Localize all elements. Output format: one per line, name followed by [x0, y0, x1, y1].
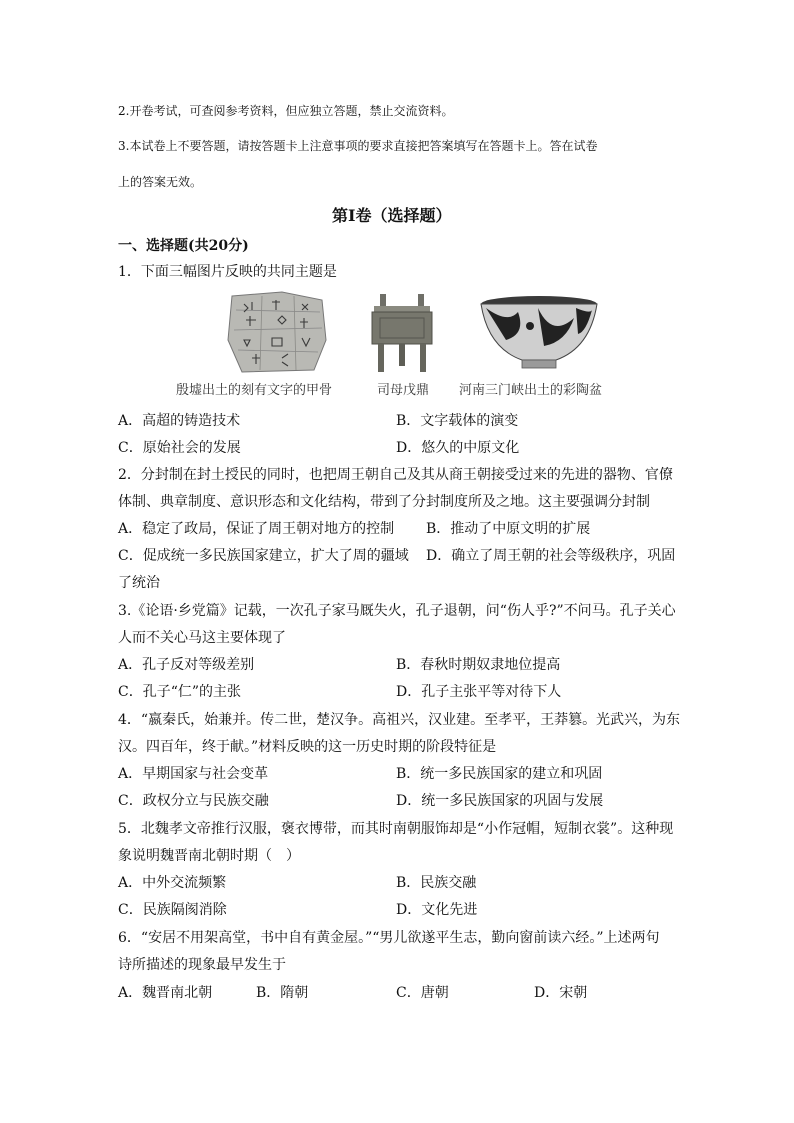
- q3-option-d[interactable]: D．孔子主张平等对待下人: [396, 684, 562, 700]
- q4-option-c[interactable]: C．政权分立与民族交融: [118, 793, 269, 809]
- q4-option-b[interactable]: B．统一多民族国家的建立和巩固: [396, 766, 603, 782]
- bronze-ding-image: [366, 292, 438, 374]
- q1-option-b[interactable]: B．文字载体的演变: [396, 413, 519, 429]
- q3-stem-line-2: 人而不关心马这主要体现了: [118, 630, 286, 646]
- oracle-bone-image: [222, 290, 332, 374]
- q4-option-a[interactable]: A．早期国家与社会变革: [118, 766, 269, 782]
- note-3-line-1: 3.本试卷上不要答题，请按答题卡上注意事项的要求直接把答案填写在答题卡上。答在试卷: [118, 139, 598, 153]
- q2-option-b[interactable]: B．推动了中原文明的扩展: [426, 521, 591, 537]
- figure-caption-ding: 司母戊鼎: [377, 383, 430, 398]
- q3-option-c[interactable]: C．孔子“仁”的主张: [118, 684, 242, 700]
- q1-option-c[interactable]: C．原始社会的发展: [118, 440, 241, 456]
- q6-option-c[interactable]: C．唐朝: [396, 985, 449, 1001]
- q5-option-c[interactable]: C．民族隔阂消除: [118, 902, 227, 918]
- note-2: 2.开卷考试，可查阅参考资料，但应独立答题，禁止交流资料。: [118, 104, 454, 118]
- q2-stem-line-1: 2．分封制在封土授民的同时，也把周王朝自己及其从商王朝接受过来的先进的器物、官僚: [118, 467, 673, 483]
- q6-stem-line-2: 诗所描述的现象最早发生于: [118, 957, 286, 973]
- q2-option-a[interactable]: A．稳定了政局，保证了周王朝对地方的控制: [118, 521, 395, 537]
- q1-option-a[interactable]: A．高超的铸造技术: [118, 413, 241, 429]
- figure-caption-oracle-bone: 殷墟出土的刻有文字的甲骨: [176, 383, 333, 398]
- q5-option-b[interactable]: B．民族交融: [396, 875, 477, 891]
- q5-option-a[interactable]: A．中外交流频繁: [118, 875, 227, 891]
- q2-option-d-continued: 了统治: [118, 575, 160, 591]
- note-3-line-2: 上的答案无效。: [118, 175, 203, 189]
- q4-option-d[interactable]: D．统一多民族国家的巩固与发展: [396, 793, 604, 809]
- q6-stem-line-1: 6．“安居不用架高堂，书中自有黄金屋。”“男儿欲遂平生志，勤向窗前读六经。”上述两句: [118, 930, 660, 946]
- q4-stem-line-2: 汉。四百年，终于献。”材料反映的这一历史时期的阶段特征是: [118, 739, 497, 755]
- section-title: 一、选择题(共20分): [118, 238, 249, 254]
- q6-option-d[interactable]: D．宋朝: [534, 985, 588, 1001]
- q4-stem-line-1: 4．“嬴秦氏，始兼并。传二世，楚汉争。高祖兴，汉业建。至孝平，王莽篡。光武兴，为东: [118, 712, 681, 728]
- q2-option-c[interactable]: C．促成统一多民族国家建立，扩大了周的疆域: [118, 548, 409, 564]
- q5-stem-line-1: 5．北魏孝文帝推行汉服，褒衣博带，而其时南朝服饰却是“小作冠帽，短制衣裳”。这种现: [118, 821, 674, 837]
- q5-option-d[interactable]: D．文化先进: [396, 902, 478, 918]
- q6-option-a[interactable]: A．魏晋南北朝: [118, 985, 213, 1001]
- figure-caption-pottery: 河南三门峡出土的彩陶盆: [459, 383, 603, 398]
- q3-option-b[interactable]: B．春秋时期奴隶地位提高: [396, 657, 561, 673]
- volume-title: 第Ⅰ卷（选择题）: [332, 206, 452, 225]
- q3-option-a[interactable]: A．孔子反对等级差别: [118, 657, 255, 673]
- q3-stem-line-1: 3.《论语·乡党篇》记载，一次孔子家马厩失火，孔子退朝，问“伤人乎?”不问马。孔子关心: [118, 603, 676, 619]
- q5-stem-line-2: 象说明魏晋南北朝时期（ ）: [118, 848, 300, 864]
- q6-option-b[interactable]: B．隋朝: [256, 985, 309, 1001]
- q1-stem: 1．下面三幅图片反映的共同主题是: [118, 264, 337, 280]
- q1-option-d[interactable]: D．悠久的中原文化: [396, 440, 520, 456]
- q2-option-d[interactable]: D．确立了周王朝的社会等级秩序，巩固: [426, 548, 676, 564]
- q2-stem-line-2: 体制、典章制度、意识形态和文化结构，带到了分封制度所及之地。这主要强调分封制: [118, 494, 650, 510]
- painted-pottery-basin-image: [478, 294, 600, 374]
